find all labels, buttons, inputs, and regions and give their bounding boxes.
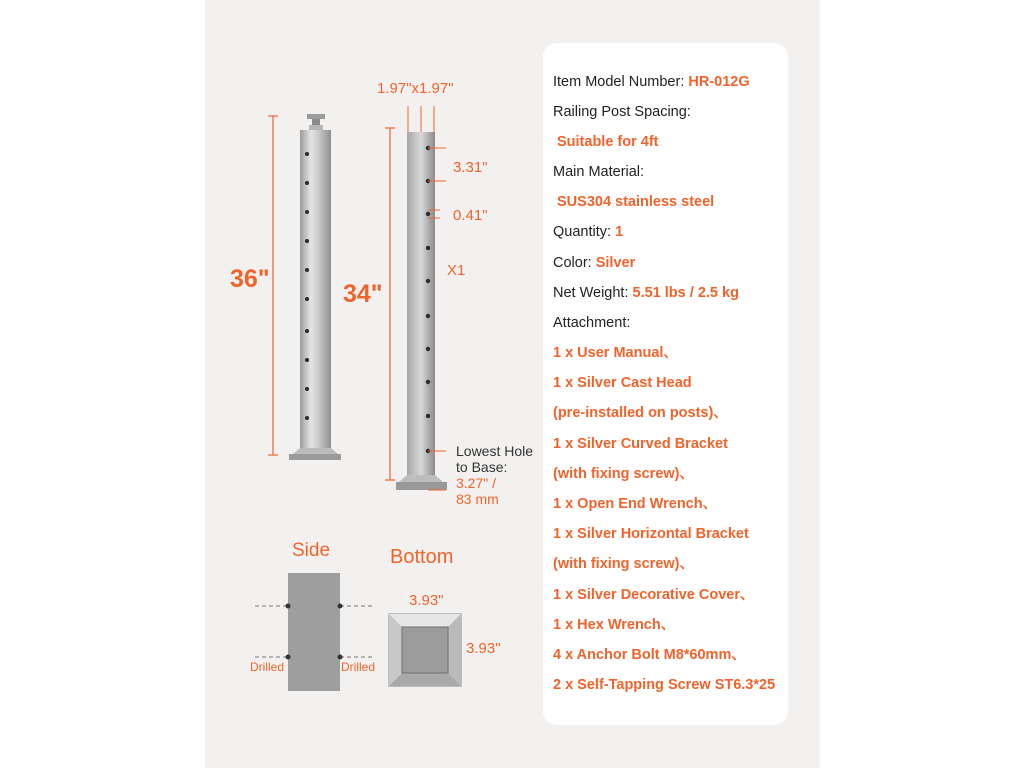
height-34-dim-line (385, 128, 395, 480)
height-36-label: 36" (230, 265, 270, 293)
spec-quantity: Quantity: 1 (553, 224, 624, 240)
attachment-item: (with fixing screw)、 (553, 556, 694, 572)
base-height-label: 3.93" (466, 640, 501, 657)
top-dimension-label: 1.97"x1.97" (377, 80, 454, 97)
lowest-hole-line2: to Base: (456, 459, 508, 475)
spec-material-label: Main Material: (553, 164, 645, 180)
drilled-left-label: Drilled (250, 660, 285, 674)
specs-card (543, 43, 788, 725)
attachment-item: 4 x Anchor Bolt M8*60mm、 (553, 647, 746, 663)
lowest-hole-value2: 83 mm (456, 491, 499, 507)
hole-spacing-label: 3.31" (453, 159, 488, 176)
height-34-label: 34" (343, 280, 383, 308)
side-view-title: Side (292, 540, 331, 561)
lowest-hole-value1: 3.27" / (456, 475, 496, 491)
top-width-ticks (408, 106, 434, 132)
attachment-item: 2 x Self-Tapping Screw ST6.3*25 (553, 677, 776, 693)
spec-attachment-label: Attachment: (553, 315, 631, 331)
attachment-item: 1 x Silver Curved Bracket (553, 436, 728, 452)
drilled-right-label: Drilled (341, 660, 376, 674)
lowest-hole-line1: Lowest Hole (456, 443, 534, 459)
base-width-label: 3.93" (409, 592, 444, 609)
spec-weight: Net Weight: 5.51 lbs / 2.5 kg (553, 285, 739, 301)
bottom-view (389, 614, 461, 686)
hole-diameter-label: 0.41" (453, 207, 488, 224)
attachment-item: 1 x Silver Horizontal Bracket (553, 526, 749, 542)
attachment-item: 1 x Hex Wrench、 (553, 617, 676, 633)
spec-material-value: SUS304 stainless steel (557, 194, 715, 210)
spec-model: Item Model Number: HR-012G (553, 74, 750, 90)
attachment-item: (pre-installed on posts)、 (553, 405, 728, 421)
spec-spacing-value: Suitable for 4ft (557, 134, 659, 150)
attachment-item: 1 x Open End Wrench、 (553, 496, 718, 512)
attachment-item: 1 x Silver Cast Head (553, 375, 692, 391)
post-plain (396, 132, 447, 490)
spec-spacing-label: Railing Post Spacing: (553, 104, 691, 120)
post-with-head (289, 114, 341, 460)
attachment-item: 1 x Silver Decorative Cover、 (553, 587, 755, 603)
attachment-item: 1 x User Manual、 (553, 345, 678, 361)
attachment-item: (with fixing screw)、 (553, 466, 694, 482)
spec-color: Color: Silver (553, 255, 636, 271)
lowest-hole-caption (456, 443, 533, 507)
bottom-view-title: Bottom (390, 546, 454, 568)
quantity-mark: X1 (447, 262, 466, 279)
